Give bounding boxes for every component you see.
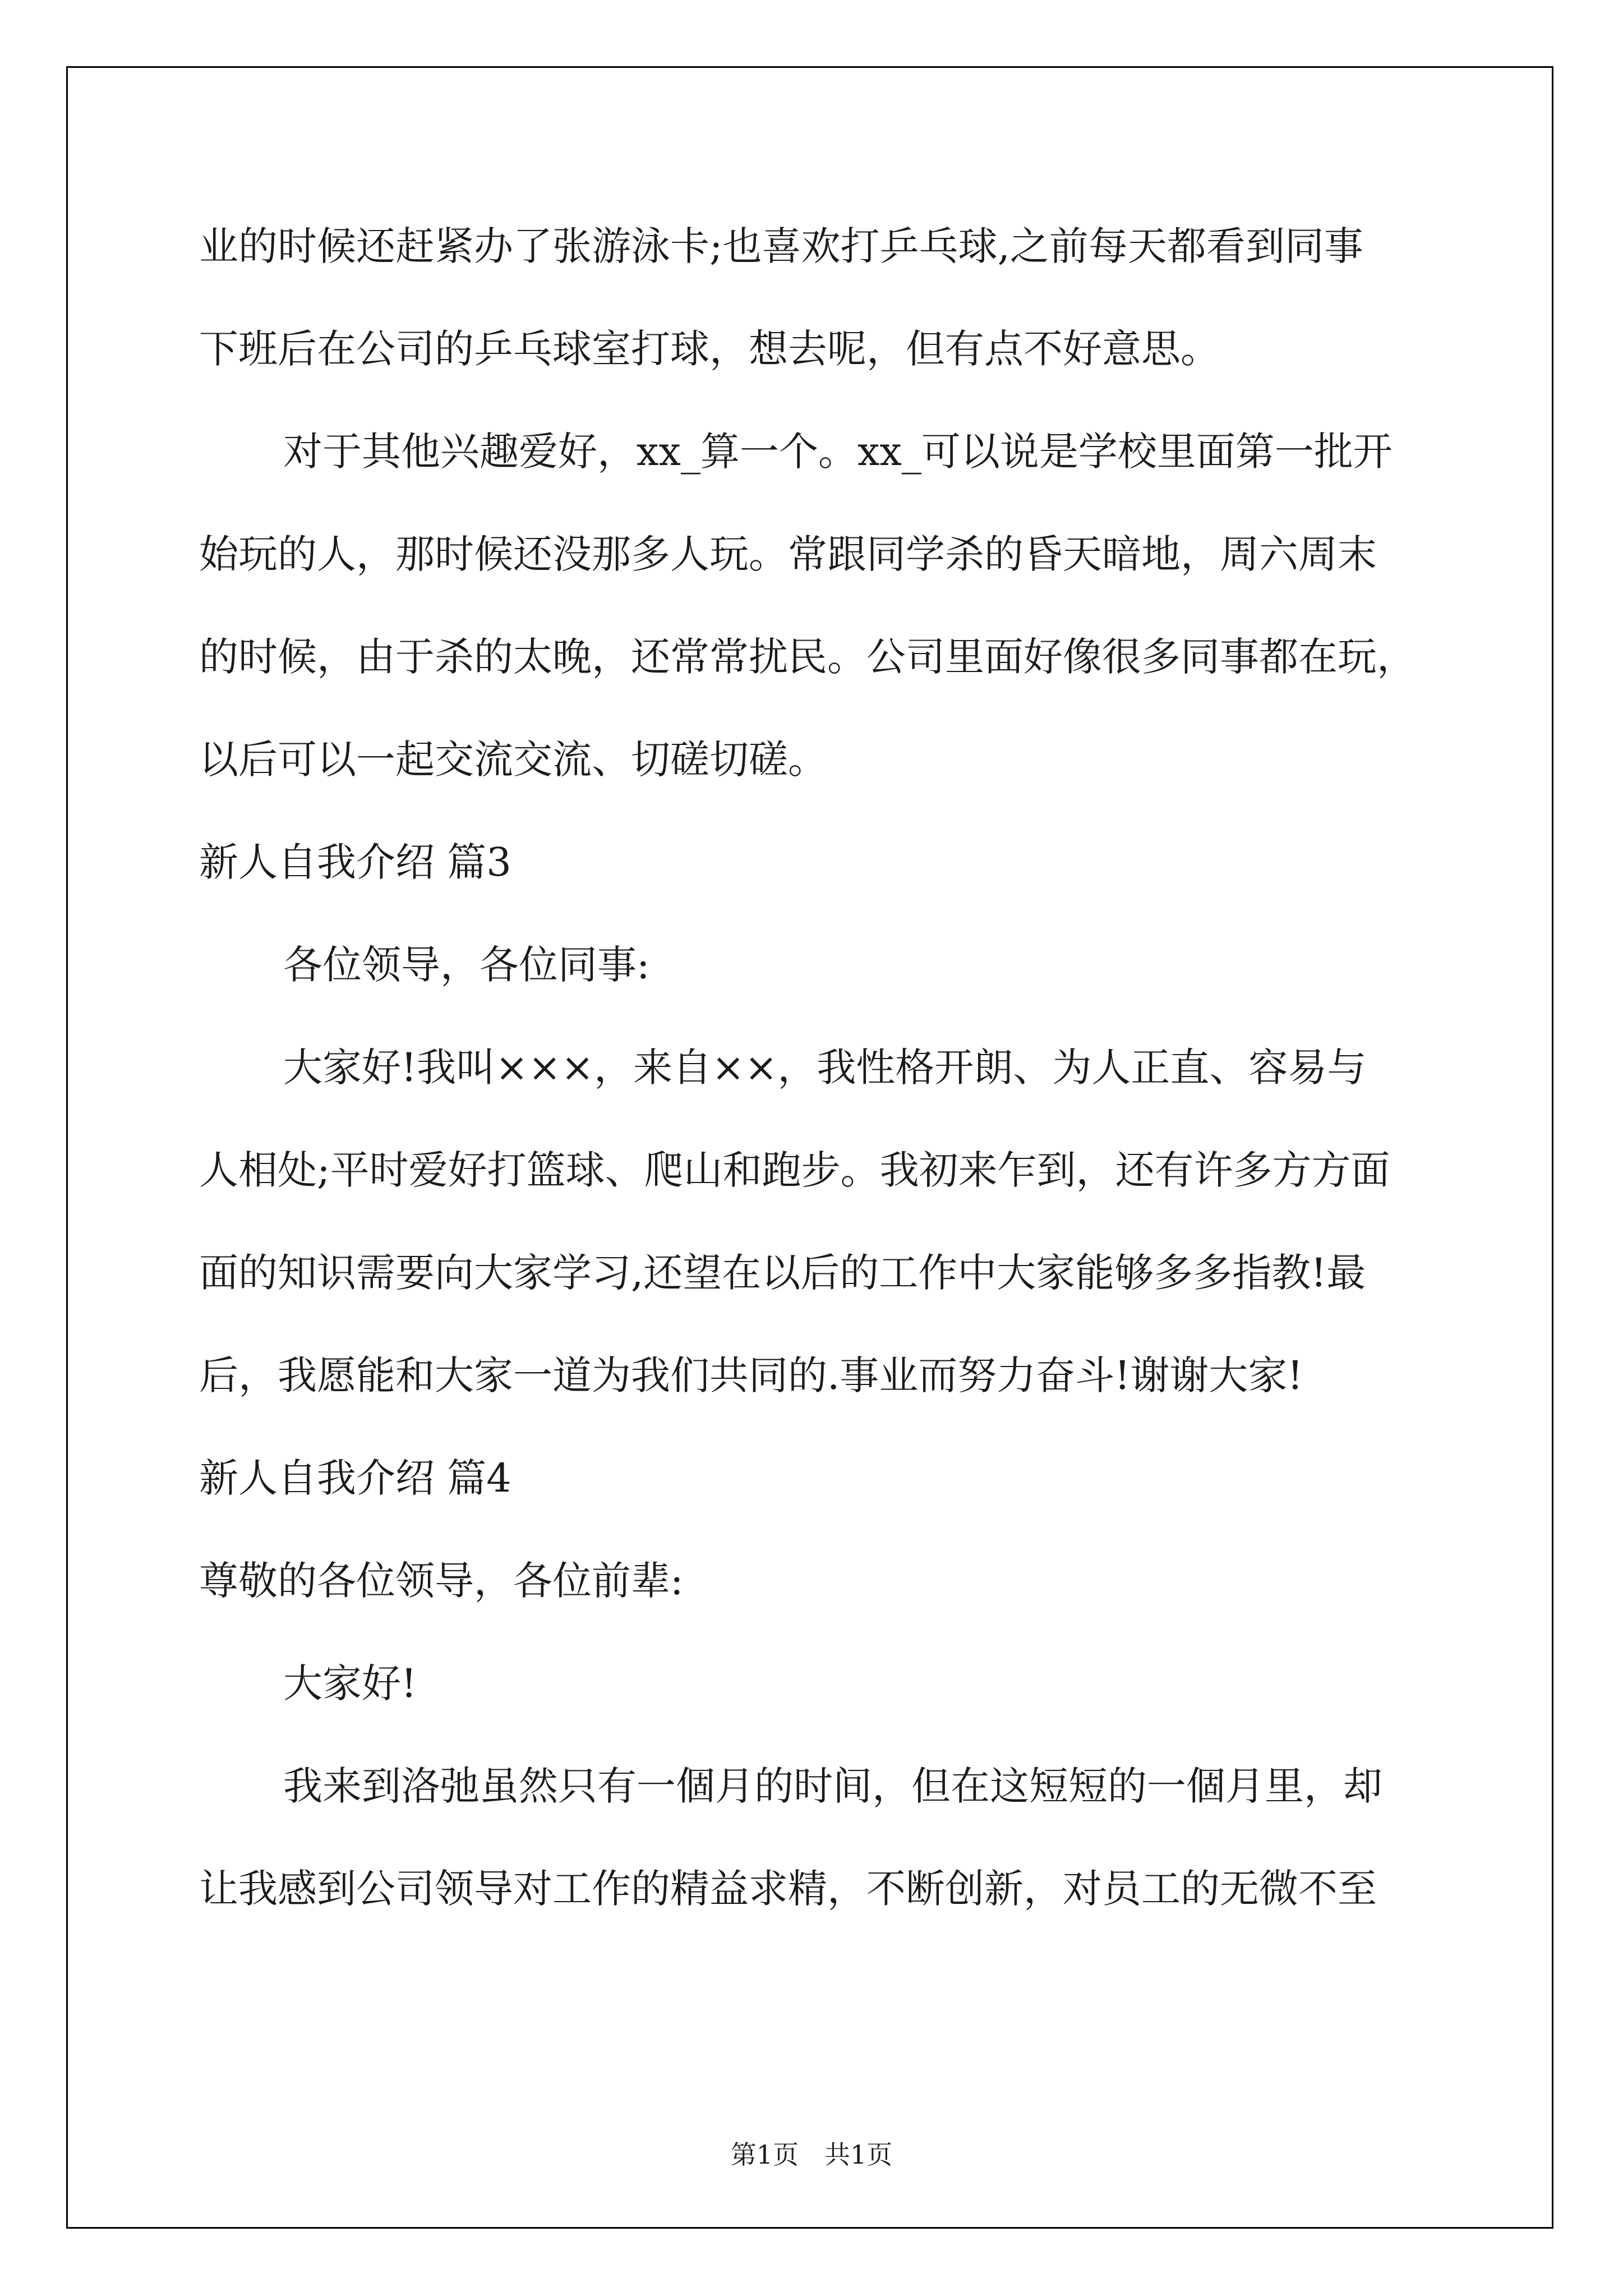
section-heading: 新人自我介绍 篇4 bbox=[199, 1455, 511, 1501]
paragraph-line: 让我感到公司领导对工作的精益求精，不断创新，对员工的无微不至 bbox=[199, 1866, 1377, 1912]
salutation: 尊敬的各位领导，各位前辈: bbox=[199, 1558, 684, 1604]
paragraph-line: 以后可以一起交流交流、切磋切磋。 bbox=[199, 737, 827, 783]
page-footer: 第1页 共1页 bbox=[730, 2139, 893, 2170]
salutation: 各位领导，各位同事: bbox=[283, 942, 650, 988]
paragraph-line: 对于其他兴趣爱好，xx_算一个。xx_可以说是学校里面第一批开 bbox=[283, 429, 1393, 475]
paragraph-line: 的时候，由于杀的太晚，还常常扰民。公司里面好像很多同事都在玩， bbox=[199, 634, 1416, 680]
paragraph-line: 后，我愿能和大家一道为我们共同的.事业而努力奋斗!谢谢大家! bbox=[199, 1352, 1303, 1398]
document-body bbox=[199, 220, 1464, 1966]
paragraph-line: 业的时候还赶紧办了张游泳卡;也喜欢打乒乓球,之前每天都看到同事 bbox=[199, 223, 1363, 269]
section-heading: 新人自我介绍 篇3 bbox=[199, 839, 511, 885]
paragraph-line: 我来到洛弛虽然只有一個月的时间，但在这短短的一個月里，却 bbox=[283, 1763, 1382, 1809]
paragraph-line: 下班后在公司的乒乓球室打球，想去呢，但有点不好意思。 bbox=[199, 326, 1220, 372]
paragraph-line: 人相处;平时爱好打篮球、爬山和跑步。我初来乍到，还有许多方方面 bbox=[199, 1147, 1390, 1193]
paragraph-line: 大家好!我叫×××，来自××，我性格开朗、为人正直、容易与 bbox=[283, 1045, 1367, 1091]
greeting: 大家好! bbox=[283, 1660, 417, 1706]
paragraph-line: 始玩的人，那时候还没那多人玩。常跟同学杀的昏天暗地，周六周末 bbox=[199, 531, 1377, 577]
paragraph-line: 面的知识需要向大家学习,还望在以后的工作中大家能够多多指教!最 bbox=[199, 1250, 1366, 1296]
